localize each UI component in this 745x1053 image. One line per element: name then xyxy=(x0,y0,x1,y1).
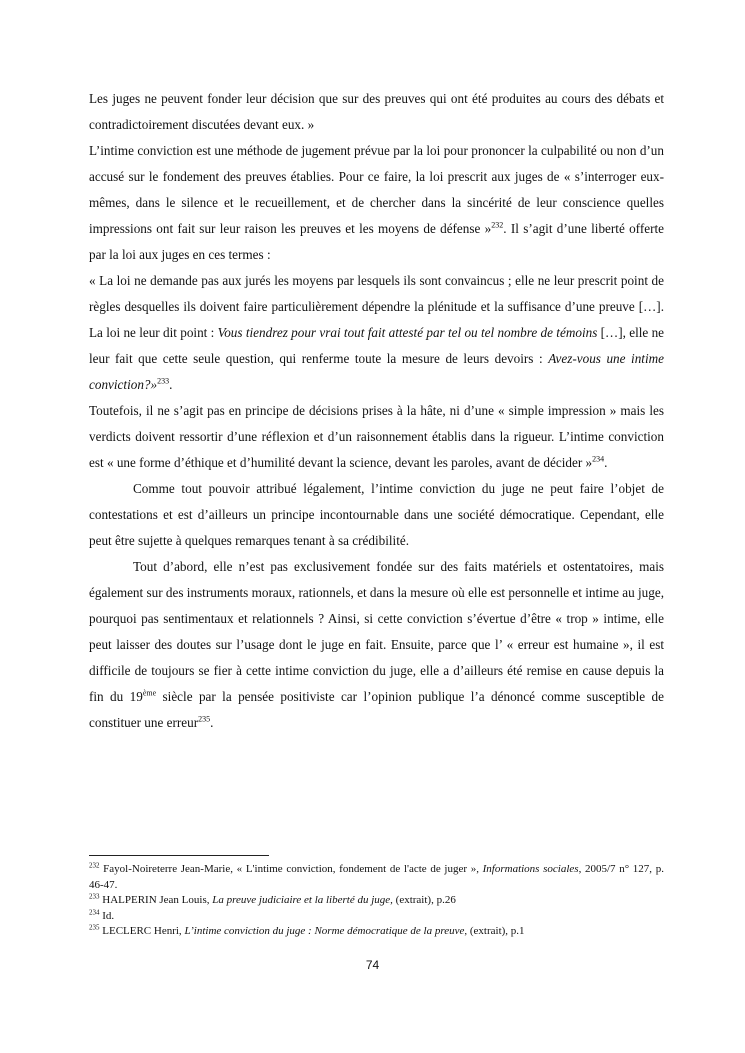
footnote-ref-232[interactable]: 232 xyxy=(491,220,504,230)
ordinal-suffix: ème xyxy=(142,688,157,698)
page-number: 74 xyxy=(365,958,380,972)
body-text xyxy=(89,86,664,736)
footnote-233: $^{233}$ HALPERIN Jean Louis, La preuve judiciaire et la liberté du juge, (extrait), p.26 xyxy=(89,892,456,906)
paragraph-4: Toutefois, il ne s’agit pas en principe de décisions prises à la hâte, ni d’une « simple impression » mais les verdicts doivent ressortir d’une réflexion et d’un raisonnement établis dans la rigueur. L’intime conviction est « une forme d’éthique et d’humilité devant la science, devant les paroles, avant de décider »$^{234}$. xyxy=(89,403,664,470)
paragraph-2: L’intime conviction est une méthode de jugement prévue par la loi pour prononcer la culpabilité ou non d’un accusé sur le fondement des preuves établies. Pour ce faire, la loi prescrit aux juges de « s’interroger eux-mêmes, dans le silence et le recueillement, et de chercher dans la sincérité de leur conscience quelles impressions ont fait sur leur raison les preuves et les moyens de défense »$^{232}$. Il s’agit d’une liberté offerte par la loi aux juges en ces termes : xyxy=(89,143,664,262)
footnote-ref-234[interactable]: 234 xyxy=(592,454,605,464)
paragraph-5: Comme tout pouvoir attribué légalement, l’intime conviction du juge ne peut faire l’objet de contestations et est d’ailleurs un principe incontournable dans une société démocratique. Cependant, elle peut être sujette à quelques remarques tenant à sa crédibilité. xyxy=(89,481,664,548)
footnote-235: $^{235}$ LECLERC Henri, L’intime conviction du juge : Norme démocratique de la preuve, (extrait), p.1 xyxy=(89,923,525,937)
footnote-ref-233[interactable]: 233 xyxy=(157,376,170,386)
footnote-232: $^{232}$ Fayol-Noireterre Jean-Marie, « L'intime conviction, fondement de l'acte de juger », Informations sociales, 2005/7 n° 127, p. 46-47. xyxy=(89,861,664,891)
footnote-234: $^{234}$ Id. xyxy=(89,907,115,922)
paragraph-6: Tout d’abord, elle n’est pas exclusivement fondée sur des faits matériels et ostentatoires, mais également sur des instruments moraux, rationnels, et dans la mesure où elle est personnelle et intime au juge, pourquoi pas sentimentaux et relationnels ? Ainsi, si cette conviction s’évertue d’être « trop » intime, elle peut laisser des doutes sur l’usage dont le juge en fait. Ensuite, parce que l’ « erreur est humaine », il est difficile de toujours se fier à cette intime conviction du juge, elle a d’ailleurs été remise en cause depuis la fin du 19ème siècle par la pensée positiviste car l’opinion publique l’a dénoncé comme susceptible de constituer une erreur$^{235}$. xyxy=(89,559,664,730)
footnotes xyxy=(89,862,664,940)
footnote-divider xyxy=(89,855,269,856)
footnote-ref-235[interactable]: 235 xyxy=(198,714,211,724)
paragraph-1: Les juges ne peuvent fonder leur décision que sur des preuves qui ont été produites au cours des débats et contradictoirement discutées devant eux. » xyxy=(89,91,664,132)
paragraph-3-quote: « La loi ne demande pas aux jurés les moyens par lesquels ils sont convaincus ; elle ne leur prescrit point de règles desquelles ils doivent faire particulièrement dépendre la plénitude et la suffisance d’une preuve […]. La loi ne leur dit point : Vous tiendrez pour vrai tout fait attesté par tel ou tel nombre de témoins […], elle ne leur fait que cette seule question, qui renferme toute la mesure de leurs devoirs : Avez-vous une intime conviction?»$^{233}$. xyxy=(89,273,665,392)
